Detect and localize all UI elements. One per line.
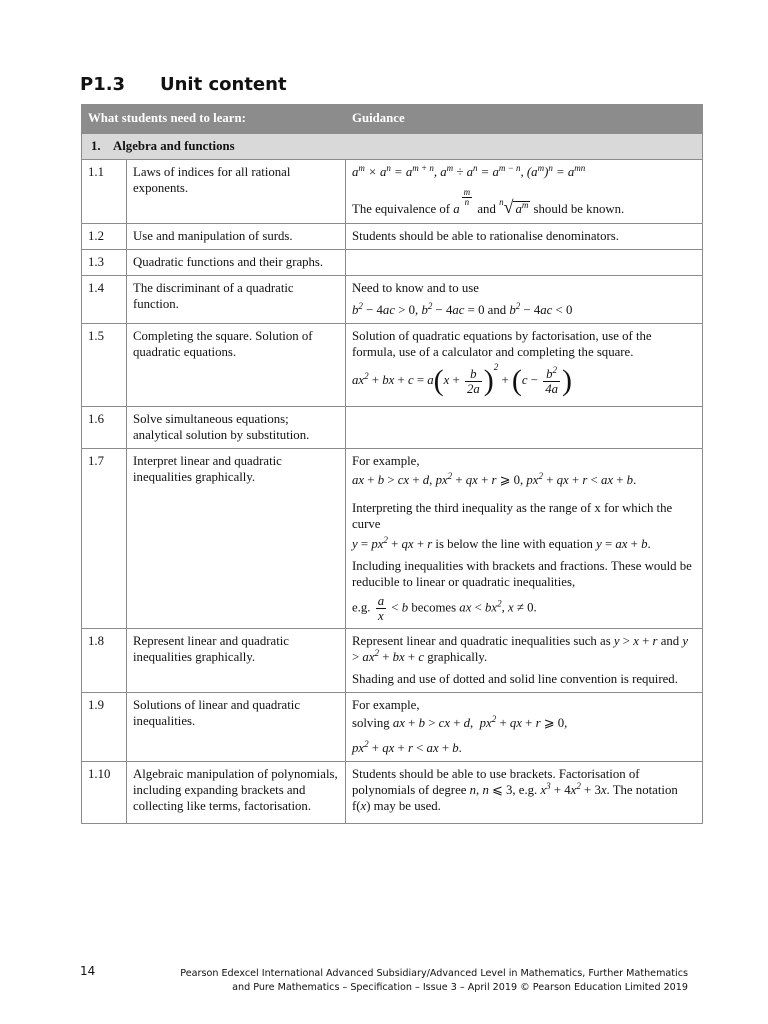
row-content: Completing the square. Solution of quadratic equations. [127,324,346,407]
row-guidance: Students should be able to use brackets. Factorisation of polynomials of degree n, n ⩽ 3, e.g. $x^3 + 4x^2 + 3x$. The notation f(x) may be used. [346,762,703,824]
topic-row [82,134,703,160]
page-number: 14 [80,964,96,978]
guidance-text: For example, [352,698,420,712]
table-row [82,250,703,276]
section-number: P1.3 [80,74,126,95]
table-row [82,160,703,224]
row-content: Use and manipulation of surds. [127,224,346,250]
row-content: Solutions of linear and quadratic inequalities. [127,693,346,762]
unit-content-table [81,104,703,824]
table-row [82,276,703,324]
row-guidance: Need to know and to use $b^2 - 4ac > 0$, $b^2 - 4ac = 0$ and $b^2 - 4ac < 0$ [346,276,703,324]
guidance-text: Solution of quadratic equations by factorisation, use of the formula, use of a calculator and completing the square. [352,329,652,359]
header-what-to-learn: What students need to learn: [82,105,346,134]
row-content: Interpret linear and quadratic inequalities graphically. [127,449,346,629]
table-row [82,762,703,824]
row-guidance: For example, ax + b > cx + d, $px^2$ + qx + r ⩾ 0, $px^2$ + qx + r < ax + b. Interpreting the third inequality as the range of x for which the curve $y = px^2$ + qx + r is below the line with equation y = ax + b. Including inequalities with brackets and fractions. These would be reducible to linear or quadratic inequalities, e.g. $\frac{a}{x}$ < b becomes ax < $bx^2$, x ≠ 0. [346,449,703,629]
table-header-row [82,105,703,134]
row-guidance: Students should be able to rationalise denominators. [346,224,703,250]
guidance-text: For example, [352,454,420,468]
row-guidance: For example, solving ax + b > cx + d, $px^2$ + qx + r ⩾ 0, $px^2$ + qx + r < ax + b. [346,693,703,762]
row-content: Laws of indices for all rational exponents. [127,160,346,224]
row-content: Quadratic functions and their graphs. [127,250,346,276]
row-number: 1.10 [82,762,127,824]
table-row [82,224,703,250]
row-content: Solve simultaneous equations; analytical solution by substitution. [127,407,346,449]
row-number: 1.9 [82,693,127,762]
section-heading [80,74,287,95]
guidance-text: Including inequalities with brackets and fractions. These would be reducible to linear or quadratic inequalities, [352,559,692,589]
table-row [82,407,703,449]
topic-title: Algebra and functions [113,139,235,153]
row-guidance: Solution of quadratic equations by factorisation, use of the formula, use of a calculator and completing the square. $ax^2$ + bx + c = a(x + $\frac{b}{2a}$ )$^2$ + (c − $\frac{b^2}{4a}$ ) [346,324,703,407]
guidance-text: Need to know and to use [352,281,479,295]
row-number: 1.1 [82,160,127,224]
row-guidance: $a^m \times a^n = a^{m + n}$, $a^m \div a^n = a^{m - n}$, $(a^m)^n = a^{mn}$ The equivalence of a $\frac{m}{n}$ and $^n$√ $a^m$ should be known. [346,160,703,224]
row-guidance [346,407,703,449]
row-guidance [346,250,703,276]
row-content: The discriminant of a quadratic function. [127,276,346,324]
row-number: 1.2 [82,224,127,250]
row-content: Represent linear and quadratic inequalities graphically. [127,629,346,693]
topic-number: 1. [91,139,101,153]
row-number: 1.3 [82,250,127,276]
header-guidance: Guidance [346,105,703,134]
guidance-text: Interpreting the third inequality as the range of x for which the curve [352,501,673,531]
table-row [82,693,703,762]
row-number: 1.4 [82,276,127,324]
row-guidance: Represent linear and quadratic inequalities such as y > x + r and $y > ax^2$ + bx + c graphically. Shading and use of dotted and solid line convention is required. [346,629,703,693]
table-row [82,324,703,407]
table-row [82,629,703,693]
guidance-text: Shading and use of dotted and solid line convention is required. [352,672,678,686]
row-number: 1.5 [82,324,127,407]
footer-text [128,967,688,995]
footer-line-1: Pearson Edexcel International Advanced Subsidiary/Advanced Level in Mathematics, Further Mathematics [180,968,688,979]
row-number: 1.8 [82,629,127,693]
row-content: Algebraic manipulation of polynomials, including expanding brackets and collecting like terms, factorisation. [127,762,346,824]
section-title: Unit content [160,74,287,95]
row-number: 1.6 [82,407,127,449]
row-number: 1.7 [82,449,127,629]
footer-line-2: and Pure Mathematics – Specification – Issue 3 – April 2019 © Pearson Education Limited 2019 [232,982,688,993]
table-row [82,449,703,629]
